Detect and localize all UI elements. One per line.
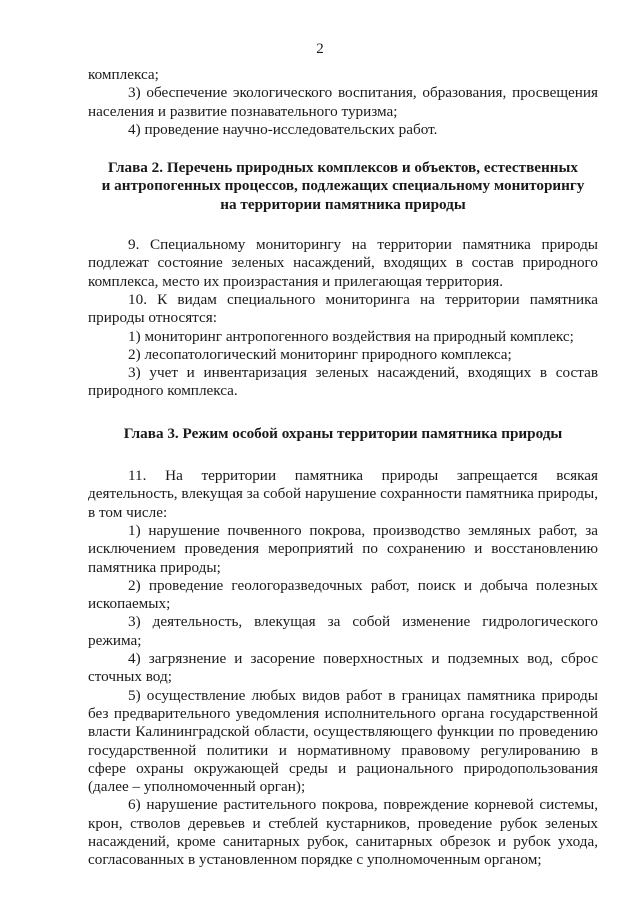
list-item: 1) мониторинг антропогенного воздействия на природный комплекс; xyxy=(128,327,574,345)
list-item: 6) нарушение растительного покрова, повреждение корневой системы, крон, стволов деревьев и стеблей кустарников, проведение рубок зеленых насаждений, кроме санитарных рубок, санитарных обрезок и рубок ухода, согласованных в установленном порядке с уполномоченным органом; xyxy=(88,796,598,869)
document-body xyxy=(88,66,598,870)
chapter-3-heading: Глава 3. Режим особой охраны территории памятника природы xyxy=(123,424,563,442)
paragraph: 9. Специальному мониторингу на территории памятника природы подлежат состояние зеленых насаждений, входящих в состав природного комплекса, место их произрастания и прилегающая территория. xyxy=(88,236,598,290)
paragraph: комплекса; xyxy=(88,66,159,83)
paragraph: 4) проведение научно-исследовательских работ. xyxy=(128,120,438,138)
paragraph: 11. На территории памятника природы запрещается всякая деятельность, влекущая за собой нарушение сохранности памятника природы, в том числе: xyxy=(88,467,598,521)
list-item: 5) осуществление любых видов работ в границах памятника природы без предварительного уведомления исполнительного органа государственной власти Калининградской области, осуществляющего функции по проведению государственной политики и нормативному правовому регулированию в сфере охраны окружающей среды и рационального природопользования (далее – уполномоченный орган); xyxy=(88,686,598,796)
paragraph: 3) обеспечение экологического воспитания, образования, просвещения населения и развитие познавательного туризма; xyxy=(88,84,598,120)
list-item: 1) нарушение почвенного покрова, производство земляных работ, за исключением проведения мероприятий по сохранению и восстановлению памятника природы; xyxy=(88,521,598,576)
heading-line: Глава 2. Перечень природных комплексов и объектов, естественных xyxy=(108,159,578,177)
page-number: 2 xyxy=(316,41,324,57)
list-item: 3) деятельность, влекущая за собой изменение гидрологического режима; xyxy=(88,613,598,649)
chapter-2-heading xyxy=(88,159,598,214)
paragraph: 10. К видам специального мониторинга на территории памятника природы относятся: xyxy=(88,290,598,327)
heading-line: и антропогенных процессов, подлежащих специальному мониторингу xyxy=(101,177,585,195)
list-item: 2) лесопатологический мониторинг природного комплекса; xyxy=(128,345,512,363)
list-item: 4) загрязнение и засорение поверхностных и подземных вод, сброс сточных вод; xyxy=(88,650,598,686)
list-item: 2) проведение геологоразведочных работ, поиск и добыча полезных ископаемых; xyxy=(88,576,598,613)
heading-line: на территории памятника природы xyxy=(220,195,466,213)
list-item: 3) учет и инвентаризация зеленых насаждений, входящих в состав природного комплекса. xyxy=(88,364,598,400)
